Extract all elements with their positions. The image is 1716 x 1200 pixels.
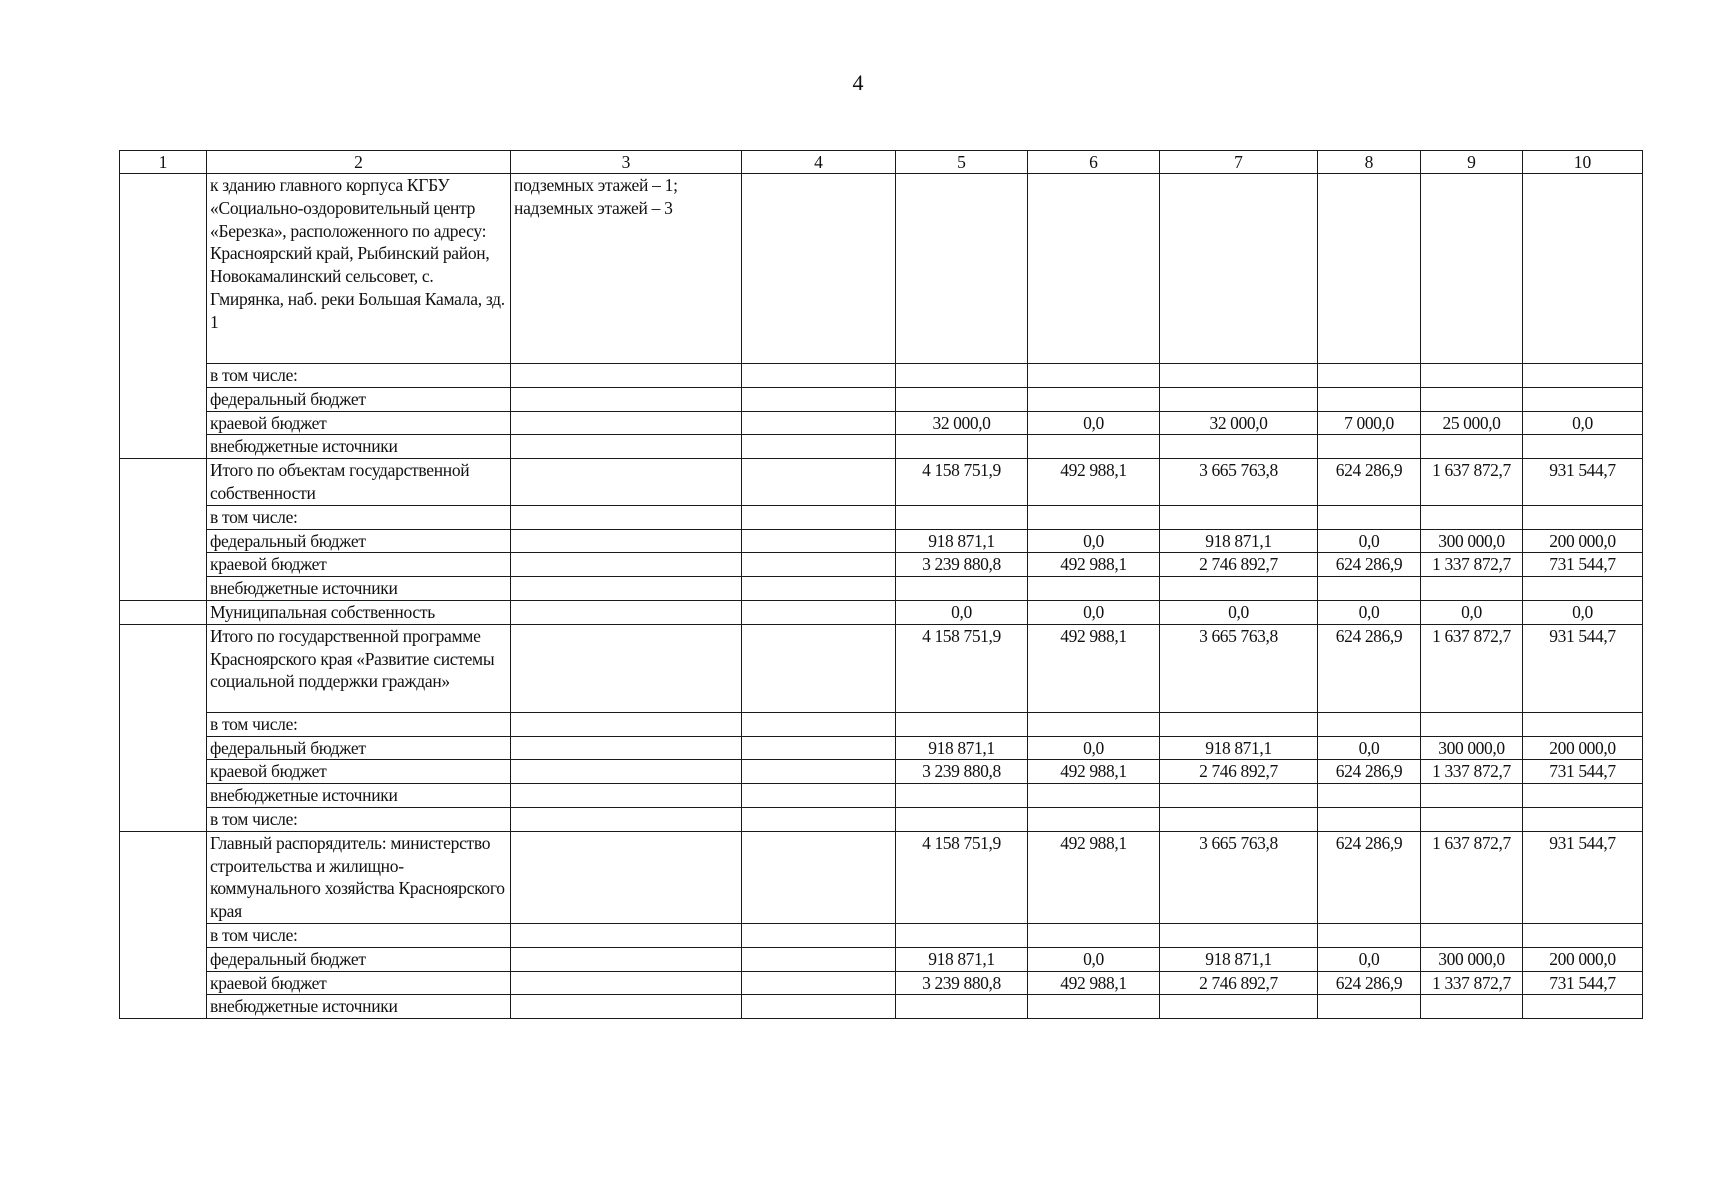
value-cell: 0,0 xyxy=(1028,947,1160,971)
value-cell xyxy=(1160,784,1318,808)
empty-cell xyxy=(742,459,896,506)
value-cell xyxy=(896,174,1028,364)
value-cell xyxy=(1160,435,1318,459)
floors-cell xyxy=(511,971,742,995)
empty-cell xyxy=(742,736,896,760)
value-cell xyxy=(1318,505,1421,529)
value-cell xyxy=(896,712,1028,736)
empty-cell xyxy=(742,577,896,601)
value-cell xyxy=(1318,364,1421,388)
header-cell: 8 xyxy=(1318,151,1421,174)
value-cell: 624 286,9 xyxy=(1318,971,1421,995)
floors-cell xyxy=(511,807,742,831)
row-name-cell: федеральный бюджет xyxy=(207,387,511,411)
header-cell: 3 xyxy=(511,151,742,174)
row-number-cell xyxy=(120,174,207,459)
empty-cell xyxy=(742,505,896,529)
value-cell xyxy=(1421,505,1523,529)
value-cell: 0,0 xyxy=(1318,529,1421,553)
row-name-cell: федеральный бюджет xyxy=(207,736,511,760)
value-cell: 300 000,0 xyxy=(1421,529,1523,553)
value-cell: 0,0 xyxy=(1318,600,1421,624)
value-cell xyxy=(1318,577,1421,601)
value-cell: 624 286,9 xyxy=(1318,624,1421,712)
value-cell: 0,0 xyxy=(1028,529,1160,553)
row-name-cell: внебюджетные источники xyxy=(207,784,511,808)
value-cell xyxy=(1028,174,1160,364)
header-cell: 7 xyxy=(1160,151,1318,174)
value-cell: 492 988,1 xyxy=(1028,553,1160,577)
value-cell xyxy=(1523,435,1643,459)
row-name-cell: к зданию главного корпуса КГБУ «Социально-оздоровительный центр «Березка», расположенного по адресу: Красноярский край, Рыбинский район, Новокамалинский сельсовет, с. Гмирянка, наб. реки Большая Камала, зд. 1 xyxy=(207,174,511,364)
value-cell xyxy=(896,784,1028,808)
value-cell: 1 637 872,7 xyxy=(1421,831,1523,923)
floors-cell xyxy=(511,923,742,947)
value-cell xyxy=(1028,807,1160,831)
floors-cell xyxy=(511,577,742,601)
floors-cell xyxy=(511,529,742,553)
value-cell: 25 000,0 xyxy=(1421,411,1523,435)
header-cell: 6 xyxy=(1028,151,1160,174)
table-row xyxy=(120,784,1643,808)
row-name-cell: в том числе: xyxy=(207,712,511,736)
floors-cell xyxy=(511,736,742,760)
value-cell xyxy=(1421,784,1523,808)
value-cell xyxy=(896,577,1028,601)
value-cell xyxy=(896,364,1028,388)
value-cell: 624 286,9 xyxy=(1318,831,1421,923)
value-cell xyxy=(1318,923,1421,947)
empty-cell xyxy=(742,784,896,808)
value-cell: 918 871,1 xyxy=(1160,529,1318,553)
value-cell: 0,0 xyxy=(1523,411,1643,435)
table-row xyxy=(120,387,1643,411)
value-cell xyxy=(1160,923,1318,947)
table-row xyxy=(120,459,1643,506)
value-cell: 7 000,0 xyxy=(1318,411,1421,435)
value-cell xyxy=(1028,995,1160,1019)
table-row xyxy=(120,923,1643,947)
empty-cell xyxy=(742,995,896,1019)
row-name-cell: в том числе: xyxy=(207,505,511,529)
value-cell xyxy=(896,995,1028,1019)
value-cell xyxy=(1523,505,1643,529)
value-cell: 32 000,0 xyxy=(896,411,1028,435)
row-name-cell: в том числе: xyxy=(207,364,511,388)
row-name-cell: внебюджетные источники xyxy=(207,435,511,459)
value-cell xyxy=(1318,174,1421,364)
floors-cell xyxy=(511,760,742,784)
table-row xyxy=(120,831,1643,923)
table-row xyxy=(120,174,1643,364)
value-cell xyxy=(1523,712,1643,736)
value-cell: 492 988,1 xyxy=(1028,459,1160,506)
value-cell: 0,0 xyxy=(1028,600,1160,624)
header-cell: 10 xyxy=(1523,151,1643,174)
value-cell: 624 286,9 xyxy=(1318,459,1421,506)
table-row xyxy=(120,624,1643,712)
floors-cell: подземных этажей – 1; надземных этажей – 3 xyxy=(511,174,742,364)
value-cell xyxy=(896,807,1028,831)
value-cell: 918 871,1 xyxy=(1160,736,1318,760)
row-name-cell: в том числе: xyxy=(207,807,511,831)
value-cell: 1 637 872,7 xyxy=(1421,624,1523,712)
value-cell: 1 337 872,7 xyxy=(1421,760,1523,784)
floors-cell xyxy=(511,553,742,577)
value-cell xyxy=(896,923,1028,947)
empty-cell xyxy=(742,624,896,712)
floors-cell xyxy=(511,411,742,435)
row-name-cell: краевой бюджет xyxy=(207,553,511,577)
table-row xyxy=(120,553,1643,577)
value-cell: 2 746 892,7 xyxy=(1160,760,1318,784)
empty-cell xyxy=(742,947,896,971)
value-cell: 4 158 751,9 xyxy=(896,459,1028,506)
value-cell: 0,0 xyxy=(1523,600,1643,624)
header-cell: 4 xyxy=(742,151,896,174)
floors-cell xyxy=(511,995,742,1019)
row-name-cell: в том числе: xyxy=(207,923,511,947)
value-cell: 931 544,7 xyxy=(1523,831,1643,923)
value-cell: 200 000,0 xyxy=(1523,529,1643,553)
row-name-cell: внебюджетные источники xyxy=(207,577,511,601)
empty-cell xyxy=(742,529,896,553)
value-cell xyxy=(1523,784,1643,808)
row-name-cell: федеральный бюджет xyxy=(207,529,511,553)
value-cell: 0,0 xyxy=(1318,736,1421,760)
value-cell: 918 871,1 xyxy=(1160,947,1318,971)
table-row xyxy=(120,364,1643,388)
empty-cell xyxy=(742,364,896,388)
floors-cell xyxy=(511,387,742,411)
row-name-cell: краевой бюджет xyxy=(207,760,511,784)
value-cell xyxy=(1318,712,1421,736)
value-cell: 3 239 880,8 xyxy=(896,971,1028,995)
empty-cell xyxy=(742,174,896,364)
value-cell xyxy=(1160,807,1318,831)
value-cell xyxy=(1523,807,1643,831)
table-row xyxy=(120,736,1643,760)
table-row xyxy=(120,807,1643,831)
empty-cell xyxy=(742,411,896,435)
empty-cell xyxy=(742,971,896,995)
value-cell xyxy=(1421,387,1523,411)
row-number-cell xyxy=(120,600,207,624)
value-cell xyxy=(1523,364,1643,388)
value-cell: 0,0 xyxy=(1028,411,1160,435)
budget-table xyxy=(119,150,1643,1019)
value-cell: 2 746 892,7 xyxy=(1160,553,1318,577)
floors-cell xyxy=(511,364,742,388)
empty-cell xyxy=(742,435,896,459)
table-row xyxy=(120,947,1643,971)
value-cell xyxy=(1160,712,1318,736)
empty-cell xyxy=(742,923,896,947)
header-cell: 9 xyxy=(1421,151,1523,174)
table-row xyxy=(120,529,1643,553)
row-number-cell xyxy=(120,459,207,601)
value-cell xyxy=(1421,995,1523,1019)
value-cell xyxy=(1318,995,1421,1019)
table-row xyxy=(120,411,1643,435)
value-cell xyxy=(1523,577,1643,601)
value-cell: 931 544,7 xyxy=(1523,624,1643,712)
value-cell: 1 637 872,7 xyxy=(1421,459,1523,506)
value-cell xyxy=(1028,505,1160,529)
value-cell xyxy=(1318,435,1421,459)
value-cell xyxy=(1421,577,1523,601)
value-cell: 931 544,7 xyxy=(1523,459,1643,506)
value-cell xyxy=(1028,923,1160,947)
value-cell xyxy=(1523,174,1643,364)
value-cell xyxy=(1421,364,1523,388)
row-name-cell: краевой бюджет xyxy=(207,411,511,435)
value-cell: 492 988,1 xyxy=(1028,971,1160,995)
header-cell: 2 xyxy=(207,151,511,174)
value-cell: 3 665 763,8 xyxy=(1160,831,1318,923)
value-cell: 3 239 880,8 xyxy=(896,553,1028,577)
value-cell: 300 000,0 xyxy=(1421,736,1523,760)
empty-cell xyxy=(742,760,896,784)
value-cell xyxy=(1160,364,1318,388)
value-cell xyxy=(1160,995,1318,1019)
row-name-cell: Итого по объектам государственной собственности xyxy=(207,459,511,506)
value-cell: 32 000,0 xyxy=(1160,411,1318,435)
empty-cell xyxy=(742,600,896,624)
table-row xyxy=(120,712,1643,736)
row-name-cell: краевой бюджет xyxy=(207,971,511,995)
value-cell: 3 665 763,8 xyxy=(1160,624,1318,712)
value-cell xyxy=(1421,435,1523,459)
value-cell: 918 871,1 xyxy=(896,736,1028,760)
value-cell: 731 544,7 xyxy=(1523,553,1643,577)
value-cell: 492 988,1 xyxy=(1028,760,1160,784)
value-cell: 200 000,0 xyxy=(1523,947,1643,971)
value-cell: 1 337 872,7 xyxy=(1421,971,1523,995)
value-cell xyxy=(1028,435,1160,459)
value-cell: 918 871,1 xyxy=(896,947,1028,971)
value-cell: 624 286,9 xyxy=(1318,553,1421,577)
header-cell: 5 xyxy=(896,151,1028,174)
value-cell xyxy=(1318,784,1421,808)
value-cell: 492 988,1 xyxy=(1028,831,1160,923)
value-cell: 0,0 xyxy=(1421,600,1523,624)
floors-cell xyxy=(511,624,742,712)
table-row xyxy=(120,600,1643,624)
value-cell xyxy=(1421,923,1523,947)
value-cell: 624 286,9 xyxy=(1318,760,1421,784)
value-cell xyxy=(1160,577,1318,601)
table-row xyxy=(120,995,1643,1019)
floors-cell xyxy=(511,505,742,529)
row-number-cell xyxy=(120,624,207,831)
value-cell xyxy=(1523,923,1643,947)
value-cell: 2 746 892,7 xyxy=(1160,971,1318,995)
value-cell xyxy=(1160,387,1318,411)
floors-cell xyxy=(511,784,742,808)
value-cell xyxy=(1523,995,1643,1019)
floors-cell xyxy=(511,435,742,459)
floors-cell xyxy=(511,600,742,624)
page-number: 4 xyxy=(852,70,864,95)
value-cell xyxy=(896,435,1028,459)
value-cell xyxy=(1028,712,1160,736)
floors-cell xyxy=(511,831,742,923)
value-cell: 1 337 872,7 xyxy=(1421,553,1523,577)
empty-cell xyxy=(742,712,896,736)
value-cell: 918 871,1 xyxy=(896,529,1028,553)
value-cell xyxy=(1028,387,1160,411)
table-row xyxy=(120,760,1643,784)
empty-cell xyxy=(742,807,896,831)
value-cell: 3 665 763,8 xyxy=(1160,459,1318,506)
table-row xyxy=(120,577,1643,601)
value-cell: 200 000,0 xyxy=(1523,736,1643,760)
value-cell: 0,0 xyxy=(1160,600,1318,624)
row-number-cell xyxy=(120,831,207,1018)
header-cell: 1 xyxy=(120,151,207,174)
empty-cell xyxy=(742,387,896,411)
row-name-cell: федеральный бюджет xyxy=(207,947,511,971)
row-name-cell: Главный распорядитель: министерство строительства и жилищно-коммунального хозяйства Красноярского края xyxy=(207,831,511,923)
table-row xyxy=(120,435,1643,459)
value-cell xyxy=(1523,387,1643,411)
table-row xyxy=(120,971,1643,995)
value-cell: 4 158 751,9 xyxy=(896,624,1028,712)
value-cell: 4 158 751,9 xyxy=(896,831,1028,923)
value-cell: 300 000,0 xyxy=(1421,947,1523,971)
empty-cell xyxy=(742,831,896,923)
header-row xyxy=(120,151,1643,174)
value-cell: 0,0 xyxy=(1028,736,1160,760)
row-name-cell: Муниципальная собственность xyxy=(207,600,511,624)
value-cell xyxy=(1421,807,1523,831)
value-cell: 731 544,7 xyxy=(1523,971,1643,995)
value-cell xyxy=(1160,174,1318,364)
value-cell xyxy=(1028,364,1160,388)
value-cell xyxy=(1318,807,1421,831)
row-name-cell: Итого по государственной программе Красноярского края «Развитие системы социальной поддержки граждан» xyxy=(207,624,511,712)
value-cell xyxy=(1421,174,1523,364)
value-cell xyxy=(1160,505,1318,529)
value-cell: 0,0 xyxy=(896,600,1028,624)
value-cell: 492 988,1 xyxy=(1028,624,1160,712)
table-row xyxy=(120,505,1643,529)
value-cell xyxy=(1421,712,1523,736)
row-name-cell: внебюджетные источники xyxy=(207,995,511,1019)
empty-cell xyxy=(742,553,896,577)
floors-cell xyxy=(511,712,742,736)
value-cell: 0,0 xyxy=(1318,947,1421,971)
value-cell: 731 544,7 xyxy=(1523,760,1643,784)
value-cell xyxy=(1028,784,1160,808)
value-cell xyxy=(896,505,1028,529)
value-cell: 3 239 880,8 xyxy=(896,760,1028,784)
floors-cell xyxy=(511,459,742,506)
value-cell xyxy=(1318,387,1421,411)
value-cell xyxy=(896,387,1028,411)
value-cell xyxy=(1028,577,1160,601)
floors-cell xyxy=(511,947,742,971)
